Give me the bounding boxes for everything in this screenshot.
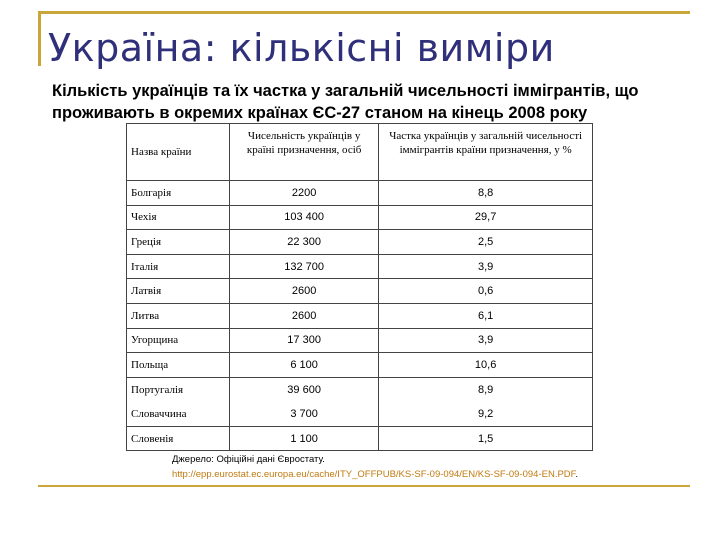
source-trailing: . (575, 469, 579, 480)
country-cell: Словенія (127, 426, 230, 451)
share-cell: 3,9 (379, 254, 593, 279)
share-cell: 1,5 (379, 426, 593, 451)
count-cell: 132 700 (230, 254, 379, 279)
country-cell: Литва (127, 303, 230, 328)
country-line: Португалія (131, 383, 184, 396)
source-label: Джерело: Офіційні дані Євростату. (172, 454, 325, 465)
count-cell: 103 400 (230, 205, 379, 230)
table-row-merged (127, 377, 593, 426)
share-cell: 10,6 (379, 353, 593, 378)
table-row (127, 279, 593, 304)
count-line: 3 700 (290, 407, 318, 420)
share-line: 9,2 (477, 407, 494, 420)
country-cell: Латвія (127, 279, 230, 304)
share-cell: 3,9 (379, 328, 593, 353)
top-accent-line (38, 11, 690, 14)
count-cell: 1 100 (230, 426, 379, 451)
country-line: Словаччина (131, 407, 187, 420)
share-line: 8,9 (477, 383, 494, 396)
count-cell: 2600 (230, 279, 379, 304)
share-cell: 0,6 (379, 279, 593, 304)
count-cell: 22 300 (230, 230, 379, 255)
table-row (127, 426, 593, 451)
count-cell: 2200 (230, 181, 379, 206)
table-row (127, 205, 593, 230)
count-cell: 6 100 (230, 353, 379, 378)
source-link-line (172, 467, 578, 482)
share-cell: 29,7 (379, 205, 593, 230)
country-cell: Угорщина (127, 328, 230, 353)
share-cell: 8,8 (379, 181, 593, 206)
count-cell: 17 300 (230, 328, 379, 353)
bottom-accent-line (38, 485, 690, 487)
header-share: Частка українців у загальній чисельності іммігрантів країни призначення, у % (379, 124, 593, 181)
country-cell: Польща (127, 353, 230, 378)
count-cell (230, 377, 379, 426)
count-line: 39 600 (287, 383, 321, 396)
source-link[interactable]: http://epp.eurostat.ec.europa.eu/cache/ITY_OFFPUB/KS-SF-09-094/EN/KS-SF-09-094-EN.PDF (172, 469, 576, 480)
source-note (172, 452, 578, 482)
country-cell: Італія (127, 254, 230, 279)
share-cell: 6,1 (379, 303, 593, 328)
share-cell (379, 377, 593, 426)
share-cell: 2,5 (379, 230, 593, 255)
count-cell: 2600 (230, 303, 379, 328)
table-row (127, 328, 593, 353)
table-row (127, 303, 593, 328)
slide-subtitle: Кількість українців та їх частка у загальній чисельності іммігрантів, що проживають в окремих країнах ЄС-27 станом на кінець 2008 року (52, 82, 639, 122)
table-row (127, 254, 593, 279)
header-country: Назва країни (127, 124, 230, 181)
country-cell: Греція (127, 230, 230, 255)
table-row (127, 181, 593, 206)
header-count: Чисельність українців у країні призначення, осіб (230, 124, 379, 181)
slide-title: Україна: кількісні виміри (48, 26, 555, 70)
table-header-row (127, 124, 593, 181)
country-cell: Чехія (127, 205, 230, 230)
data-table (126, 123, 593, 451)
country-cell (127, 377, 230, 426)
country-cell: Болгарія (127, 181, 230, 206)
table-row (127, 353, 593, 378)
table-row (127, 230, 593, 255)
left-accent-line (38, 11, 41, 66)
